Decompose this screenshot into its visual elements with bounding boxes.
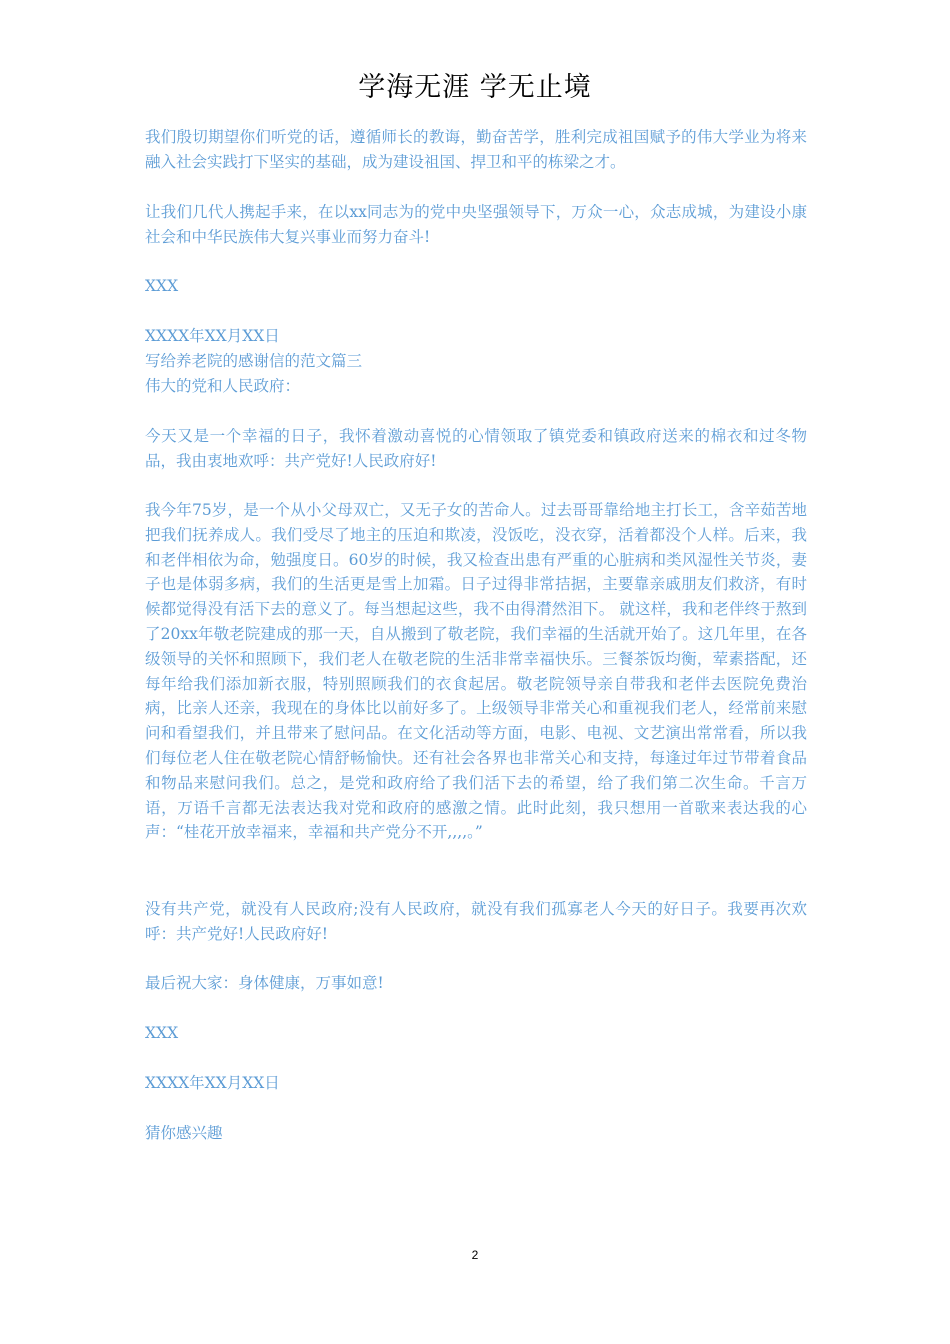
paragraph-gratitude: 没有共产党，就没有人民政府;没有人民政府，就没有我们孤寡老人今天的好日子。我要再次欢呼：共产党好!人民政府好!: [145, 900, 807, 943]
paragraph-today: 今天又是一个幸福的日子，我怀着激动喜悦的心情领取了镇党委和镇政府送来的棉衣和过冬物品，我由衷地欢呼：共产党好!人民政府好!: [145, 427, 807, 470]
related-heading: 猜你感兴趣: [145, 1124, 223, 1142]
paragraph-wishes: 最后祝大家：身体健康，万事如意!: [145, 974, 384, 992]
paragraph-expectation: 我们殷切期望你们听党的话，遵循师长的教诲，勤奋苦学，胜利完成祖国赋予的伟大学业为将来融入社会实践打下坚实的基础，成为建设祖国、捍卫和平的栋梁之才。: [145, 128, 807, 171]
page-title: 学海无涯 学无止境: [358, 72, 592, 103]
closing-signature-name: XXX: [145, 1024, 179, 1042]
closing-signature-date: XXXX年XX月XX日: [145, 1074, 280, 1092]
salutation: 伟大的党和人民政府：: [145, 377, 301, 395]
paragraph-story: 我今年75岁，是一个从小父母双亡，又无子女的苦命人。过去哥哥靠给地主打长工，含辛茹苦地把我们抚养成人。我们受尽了地主的压迫和欺凌，没饭吃，没衣穿，活着都没个人样。后来，我和老伴相依为命，勉强度日。60岁的时候，我又检查出患有严重的心脏病和类风湿性关节炎，妻子也是体弱多病，我们的生活更是雪上加霜。日子过得非常拮据，主要靠亲戚朋友们救济，有时候都觉得没有活下去的意义了。每当想起这些，我不由得潸然泪下。 就这样，我和老伴终于熬到了20xx年敬老院建成的那一天，自从搬到了敬老院，我们幸福的生活就开始了。这几年里，在各级领导的关怀和照顾下，我们老人在敬老院的生活非常幸福快乐。三餐茶饭均衡，荤素搭配，还每年给我们添加新衣服，特别照顾我们的衣食起居。敬老院领导亲自带我和老伴去医院免费治病，比亲人还亲，我现在的身体比以前好多了。上级领导非常关心和重视我们老人，经常前来慰问和看望我们，并且带来了慰问品。在文化活动等方面，电影、电视、文艺演出常常看，所以我们每位老人住在敬老院心情舒畅愉快。还有社会各界也非常关心和支持，每逢过年过节带着食品和物品来慰问我们。总之，是党和政府给了我们活下去的希望，给了我们第二次生命。千言万语，万语千言都无法表达我对党和政府的感激之情。此时此刻，我只想用一首歌来表达我的心声：“桂花开放幸福来，幸福和共产党分不开,,,,。”: [145, 501, 807, 842]
page-number: 2: [471, 1248, 479, 1262]
section-heading: 写给养老院的感谢信的范文篇三: [145, 352, 363, 370]
signature-name: XXX: [145, 277, 179, 295]
paragraph-unite: 让我们几代人携起手来，在以xx同志为的党中央坚强领导下，万众一心，众志成城，为建设小康社会和中华民族伟大复兴事业而努力奋斗!: [145, 203, 807, 246]
signature-date: XXXX年XX月XX日: [145, 327, 280, 345]
